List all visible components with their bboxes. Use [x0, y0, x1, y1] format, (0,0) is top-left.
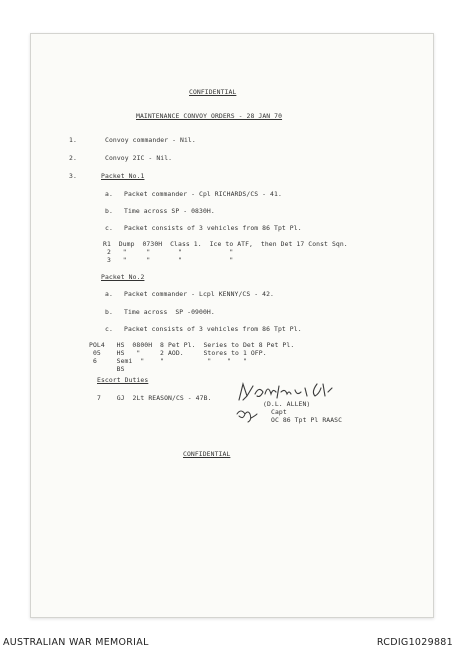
sub-letter: c. [105, 325, 113, 333]
signatory-rank: Capt [271, 408, 287, 416]
header-classification: CONFIDENTIAL [189, 88, 237, 96]
route-line: R1 Dump 0730H Class 1. Ice to ATF, then Det 17 Const Sqn. [103, 240, 348, 248]
pol-line: BS [89, 365, 125, 373]
footer-classification: CONFIDENTIAL [183, 450, 231, 458]
document-page [30, 33, 434, 618]
archive-footer-left: AUSTRALIAN WAR MEMORIAL [3, 637, 149, 648]
route-line: 3 " " " " [103, 256, 234, 264]
packet-2-commander: Packet commander - Lcpl KENNY/CS - 42. [124, 290, 275, 298]
packet-1-time: Time across SP - 0830H. [124, 207, 215, 215]
document-title: MAINTENANCE CONVOY ORDERS - 28 JAN 70 [136, 112, 283, 120]
convoy-2ic-line: Convoy 2IC - Nil. [105, 154, 173, 162]
escort-duties-line: 7 GJ 2Lt REASON/CS - 47B. [97, 394, 212, 402]
item-number: 3. [69, 172, 77, 180]
signatory-unit: OC 86 Tpt Pl RAASC [271, 416, 343, 424]
packet-1-heading: Packet No.1 [101, 172, 145, 180]
packet-2-vehicles: Packet consists of 3 vehicles from 86 Tpt Pl. [124, 325, 302, 333]
item-number: 2. [69, 154, 77, 162]
packet-2-heading: Packet No.2 [101, 273, 145, 281]
signatory-name: (D.L. ALLEN) [263, 400, 311, 408]
packet-2-time: Time across SP -0900H. [124, 308, 215, 316]
packet-1-vehicles: Packet consists of 3 vehicles from 86 Tpt Pl. [124, 224, 302, 232]
archive-footer-id: RCDIG1029881 [376, 637, 453, 648]
route-line: 2 " " " " [103, 248, 234, 256]
escort-duties-heading: Escort Duties [97, 376, 149, 384]
convoy-commander-line: Convoy commander - Nil. [105, 136, 196, 144]
pol-line: 05 HS " 2 AOD. Stores to 1 OFP. [89, 349, 267, 357]
packet-1-commander: Packet commander - Cpl RICHARDS/CS - 41. [124, 190, 282, 198]
item-number: 1. [69, 136, 77, 144]
sub-letter: a. [105, 290, 113, 298]
sub-letter: b. [105, 207, 113, 215]
sub-letter: b. [105, 308, 113, 316]
pol-line: 6 Semi " " " " " [89, 357, 247, 365]
sub-letter: a. [105, 190, 113, 198]
sub-letter: c. [105, 224, 113, 232]
pol-line: POL4 HS 0800H 8 Pet Pl. Series to Det 8 Pet Pl. [89, 341, 295, 349]
